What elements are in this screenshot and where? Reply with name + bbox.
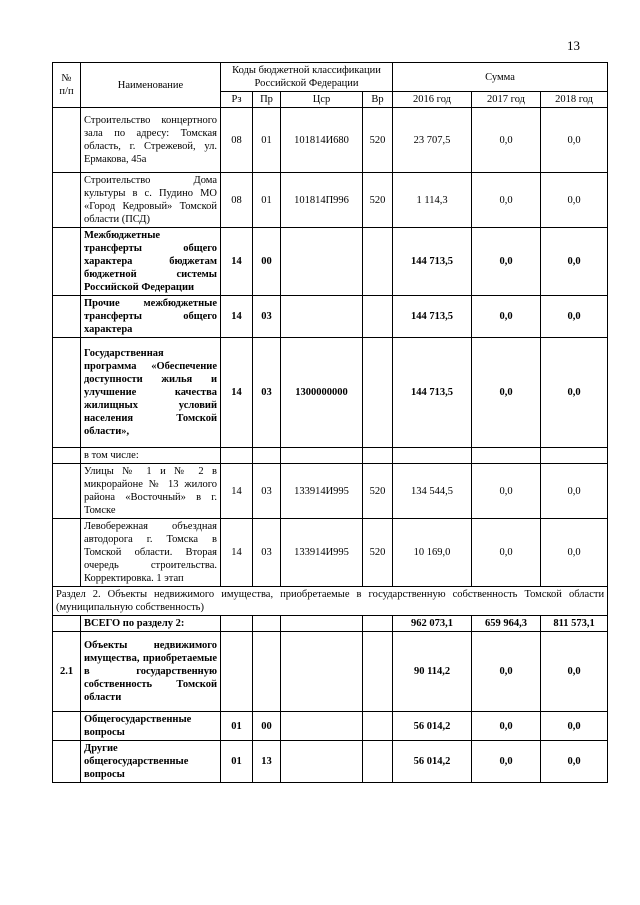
cell-2017: 0,0 xyxy=(472,108,541,173)
cell-pr: 03 xyxy=(253,464,281,519)
cell-2016: 56 014,2 xyxy=(393,712,472,741)
cell-vr: 520 xyxy=(363,464,393,519)
section-2-total-2016: 962 073,1 xyxy=(393,616,472,632)
section-2-total-2018: 811 573,1 xyxy=(541,616,608,632)
table-row xyxy=(53,712,608,741)
cell-2016: 23 707,5 xyxy=(393,108,472,173)
cell-pr: 01 xyxy=(253,108,281,173)
header-codes: Коды бюджетной классификации Российской Федерации xyxy=(221,63,393,92)
cell-pr: 00 xyxy=(253,712,281,741)
header-rz: Рз xyxy=(221,92,253,108)
cell-pr: 00 xyxy=(253,228,281,296)
cell-csr: 133914И995 xyxy=(281,464,363,519)
section-heading-row xyxy=(53,587,608,616)
cell-csr xyxy=(281,632,363,712)
section-total-row xyxy=(53,616,608,632)
cell-csr xyxy=(281,616,363,632)
cell-vr: 520 xyxy=(363,519,393,587)
cell-name: Другие общегосударственные вопросы xyxy=(81,741,221,783)
cell-pr: 13 xyxy=(253,741,281,783)
cell-vr: 520 xyxy=(363,108,393,173)
table-row xyxy=(53,173,608,228)
cell-csr: 1300000000 xyxy=(281,338,363,448)
cell-csr: 133914И995 xyxy=(281,519,363,587)
cell-rz: 08 xyxy=(221,108,253,173)
cell-2017: 0,0 xyxy=(472,338,541,448)
cell-csr xyxy=(281,296,363,338)
cell-2017: 0,0 xyxy=(472,173,541,228)
cell-2016: 10 169,0 xyxy=(393,519,472,587)
cell-csr: 101814П996 xyxy=(281,173,363,228)
cell-2018: 0,0 xyxy=(541,519,608,587)
cell-rz: 14 xyxy=(221,228,253,296)
table-row xyxy=(53,108,608,173)
cell-2018: 0,0 xyxy=(541,173,608,228)
cell-pr xyxy=(253,632,281,712)
cell-vr xyxy=(363,228,393,296)
cell-2017: 0,0 xyxy=(472,296,541,338)
cell-2016: 56 014,2 xyxy=(393,741,472,783)
table-row xyxy=(53,741,608,783)
cell-rz: 01 xyxy=(221,712,253,741)
cell-csr xyxy=(281,228,363,296)
header-vr: Вр xyxy=(363,92,393,108)
cell-2018: 0,0 xyxy=(541,464,608,519)
cell-pr: 01 xyxy=(253,173,281,228)
cell-2016: 144 713,5 xyxy=(393,228,472,296)
cell-2018: 0,0 xyxy=(541,108,608,173)
cell-2017: 0,0 xyxy=(472,712,541,741)
cell-csr xyxy=(281,448,363,464)
cell-2018: 0,0 xyxy=(541,741,608,783)
cell-name: Межбюджетные трансферты общего характера бюджетам бюджетной системы Российской Федерации xyxy=(81,228,221,296)
cell-num xyxy=(53,519,81,587)
cell-2017: 0,0 xyxy=(472,228,541,296)
cell-rz: 14 xyxy=(221,464,253,519)
cell-2016: 144 713,5 xyxy=(393,296,472,338)
cell-pr: 03 xyxy=(253,338,281,448)
section-2-total-2017: 659 964,3 xyxy=(472,616,541,632)
cell-num xyxy=(53,616,81,632)
cell-vr xyxy=(363,712,393,741)
cell-rz xyxy=(221,632,253,712)
cell-rz: 14 xyxy=(221,338,253,448)
table-row xyxy=(53,296,608,338)
cell-num xyxy=(53,228,81,296)
cell-2017: 0,0 xyxy=(472,632,541,712)
cell-pr xyxy=(253,616,281,632)
cell-name: Строительство концертного зала по адресу: Томская область, г. Стрежевой, ул. Ермакова, 45а xyxy=(81,108,221,173)
section-2-total-label: ВСЕГО по разделу 2: xyxy=(81,616,221,632)
cell-rz xyxy=(221,616,253,632)
header-sum: Сумма xyxy=(393,63,608,92)
cell-vr xyxy=(363,632,393,712)
cell-csr xyxy=(281,712,363,741)
header-2016: 2016 год xyxy=(393,92,472,108)
header-name: Наименование xyxy=(81,63,221,108)
cell-vr: 520 xyxy=(363,173,393,228)
table-row xyxy=(53,228,608,296)
cell-2016: 1 114,3 xyxy=(393,173,472,228)
cell-2018: 0,0 xyxy=(541,228,608,296)
cell-pr xyxy=(253,448,281,464)
table-row xyxy=(53,519,608,587)
table-row xyxy=(53,464,608,519)
cell-num xyxy=(53,464,81,519)
table-row xyxy=(53,448,608,464)
table-row xyxy=(53,632,608,712)
cell-2017 xyxy=(472,448,541,464)
cell-num xyxy=(53,108,81,173)
cell-vr xyxy=(363,616,393,632)
cell-rz xyxy=(221,448,253,464)
cell-2016 xyxy=(393,448,472,464)
cell-name: Объекты недвижимого имущества, приобретаемые в государственную собственность Томской области xyxy=(81,632,221,712)
cell-num xyxy=(53,448,81,464)
cell-num: 2.1 xyxy=(53,632,81,712)
cell-2017: 0,0 xyxy=(472,741,541,783)
cell-csr: 101814И680 xyxy=(281,108,363,173)
cell-name: Улицы № 1 и № 2 в микрорайоне № 13 жилого района «Восточный» в г. Томске xyxy=(81,464,221,519)
header-2017: 2017 год xyxy=(472,92,541,108)
cell-vr xyxy=(363,338,393,448)
cell-2016: 134 544,5 xyxy=(393,464,472,519)
cell-name: Прочие межбюджетные трансферты общего характера xyxy=(81,296,221,338)
cell-2018: 0,0 xyxy=(541,296,608,338)
cell-num xyxy=(53,338,81,448)
cell-rz: 01 xyxy=(221,741,253,783)
cell-2017: 0,0 xyxy=(472,464,541,519)
cell-pr: 03 xyxy=(253,519,281,587)
cell-name: в том числе: xyxy=(81,448,221,464)
cell-num xyxy=(53,712,81,741)
page-number: 13 xyxy=(567,38,580,53)
cell-name: Левобережная объездная автодорога г. Томска в Томской области. Вторая очередь строительства. Корректировка. 1 этап xyxy=(81,519,221,587)
table-row xyxy=(53,338,608,448)
cell-rz: 08 xyxy=(221,173,253,228)
cell-csr xyxy=(281,741,363,783)
section-2-title: Раздел 2. Объекты недвижимого имущества, приобретаемые в государственную собственность Томской области (муниципальную собственность) xyxy=(53,587,608,616)
header-2018: 2018 год xyxy=(541,92,608,108)
header-pr: Пр xyxy=(253,92,281,108)
cell-2018 xyxy=(541,448,608,464)
cell-name: Общегосударственные вопросы xyxy=(81,712,221,741)
header-num: № п/п xyxy=(53,63,81,108)
cell-rz: 14 xyxy=(221,296,253,338)
cell-num xyxy=(53,173,81,228)
cell-vr xyxy=(363,741,393,783)
cell-2017: 0,0 xyxy=(472,519,541,587)
cell-pr: 03 xyxy=(253,296,281,338)
budget-table xyxy=(52,62,608,783)
cell-rz: 14 xyxy=(221,519,253,587)
cell-vr xyxy=(363,448,393,464)
cell-name: Строительство Дома культуры в с. Пудино МО «Город Кедровый» Томской области (ПСД) xyxy=(81,173,221,228)
cell-name: Государственная программа «Обеспечение доступности жилья и улучшение качества жилищных условий населения Томской области», xyxy=(81,338,221,448)
cell-vr xyxy=(363,296,393,338)
cell-2016: 144 713,5 xyxy=(393,338,472,448)
cell-2018: 0,0 xyxy=(541,338,608,448)
cell-2018: 0,0 xyxy=(541,712,608,741)
cell-num xyxy=(53,296,81,338)
cell-num xyxy=(53,741,81,783)
header-csr: Цср xyxy=(281,92,363,108)
cell-2016: 90 114,2 xyxy=(393,632,472,712)
cell-2018: 0,0 xyxy=(541,632,608,712)
